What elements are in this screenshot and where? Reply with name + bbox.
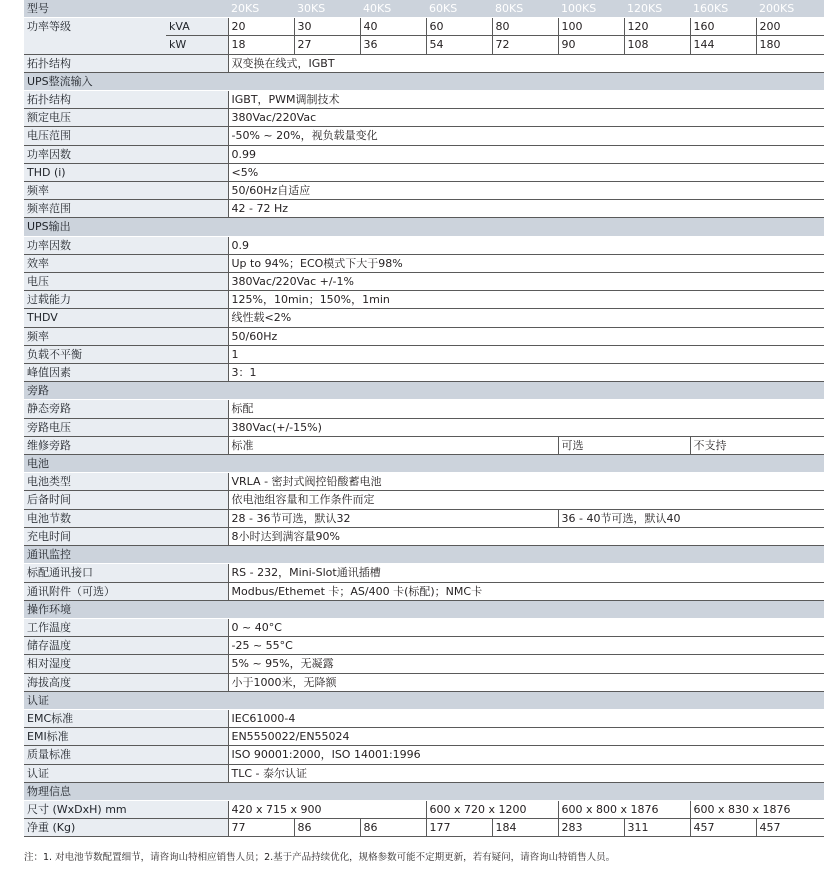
ups-input-row <box>24 109 824 127</box>
spec-value: 可选 <box>558 436 690 454</box>
bypass-row <box>24 400 824 418</box>
size-row <box>24 800 824 818</box>
spec-value: 86 <box>360 819 426 837</box>
spec-value: ISO 90001:2000，ISO 14001:1996 <box>228 746 824 764</box>
spec-label: 电池节数 <box>24 509 228 527</box>
spec-value: 小于1000米，无降额 <box>228 673 824 691</box>
spec-label: 通讯附件（可选） <box>24 582 228 600</box>
spec-label: 电压 <box>24 273 228 291</box>
kva-value: 200 <box>756 18 824 36</box>
model-name: 30KS <box>294 0 360 18</box>
ups-input-row <box>24 91 824 109</box>
model-name: 20KS <box>228 0 294 18</box>
kva-value: 60 <box>426 18 492 36</box>
spec-value: RS - 232，Mini-Slot通讯插槽 <box>228 564 824 582</box>
spec-value: 457 <box>690 819 756 837</box>
certification-row <box>24 728 824 746</box>
ups-output-row <box>24 345 824 363</box>
section-title: 物理信息 <box>24 782 824 800</box>
spec-label: 静态旁路 <box>24 400 228 418</box>
section-title: UPS输出 <box>24 218 824 236</box>
ups-output-row <box>24 254 824 272</box>
ups-input-header <box>24 72 824 90</box>
spec-label: 储存温度 <box>24 637 228 655</box>
spec-value: 线性载<2% <box>228 309 824 327</box>
spec-value: 380Vac/220Vac <box>228 109 824 127</box>
spec-label: EMI标准 <box>24 728 228 746</box>
spec-label: 海拔高度 <box>24 673 228 691</box>
kw-value: 72 <box>492 36 558 54</box>
kva-value: 80 <box>492 18 558 36</box>
spec-value: 依电池组容量和工作条件而定 <box>228 491 824 509</box>
environment-row <box>24 637 824 655</box>
unit-kva: kVA <box>166 18 228 36</box>
model-name: 160KS <box>690 0 756 18</box>
ups-input-row <box>24 127 824 145</box>
section-title: 电池 <box>24 455 824 473</box>
model-name: 200KS <box>756 0 824 18</box>
spec-value: 600 x 800 x 1876 <box>558 800 690 818</box>
spec-value: 177 <box>426 819 492 837</box>
spec-label: 维修旁路 <box>24 436 228 454</box>
comms-row <box>24 564 824 582</box>
spec-label: 后备时间 <box>24 491 228 509</box>
maintenance-bypass-row <box>24 436 824 454</box>
spec-value: 1 <box>228 345 824 363</box>
section-title: 旁路 <box>24 382 824 400</box>
power-rating-label: 功率等级 <box>24 18 166 54</box>
spec-value: 380Vac(+/-15%) <box>228 418 824 436</box>
spec-label: 频率 <box>24 327 228 345</box>
spec-value: 28 - 36节可选，默认32 <box>228 509 558 527</box>
spec-value: -25 ~ 55°C <box>228 637 824 655</box>
spec-value: 标配 <box>228 400 824 418</box>
spec-label: 峰值因素 <box>24 364 228 382</box>
spec-label: 质量标准 <box>24 746 228 764</box>
spec-label: 额定电压 <box>24 109 228 127</box>
spec-value: 125%，10min；150%，1min <box>228 291 824 309</box>
spec-value: Modbus/Ethemet 卡；AS/400 卡(标配)；NMC卡 <box>228 582 824 600</box>
spec-value: VRLA - 密封式阀控铅酸蓄电池 <box>228 473 824 491</box>
spec-label: 充电时间 <box>24 527 228 545</box>
section-title: 通讯监控 <box>24 546 824 564</box>
ups-input-row <box>24 182 824 200</box>
spec-value: 86 <box>294 819 360 837</box>
certification-row <box>24 709 824 727</box>
spec-value: 457 <box>756 819 824 837</box>
spec-value: 不支持 <box>690 436 824 454</box>
spec-label: 负载不平衡 <box>24 345 228 363</box>
spec-label: THD (i) <box>24 163 228 181</box>
spec-value: 600 x 720 x 1200 <box>426 800 558 818</box>
spec-label: 认证 <box>24 764 228 782</box>
certification-header <box>24 691 824 709</box>
comms-header <box>24 546 824 564</box>
environment-row <box>24 655 824 673</box>
kw-value: 54 <box>426 36 492 54</box>
model-name: 80KS <box>492 0 558 18</box>
spec-value: 5% ~ 95%，无凝露 <box>228 655 824 673</box>
battery-row <box>24 491 824 509</box>
spec-value: 42 - 72 Hz <box>228 200 824 218</box>
spec-label: 电压范围 <box>24 127 228 145</box>
kva-value: 160 <box>690 18 756 36</box>
spec-label: 相对湿度 <box>24 655 228 673</box>
ups-input-row <box>24 163 824 181</box>
model-header-row <box>24 0 824 18</box>
battery-charge-row <box>24 527 824 545</box>
spec-value: 50/60Hz <box>228 327 824 345</box>
model-name: 120KS <box>624 0 690 18</box>
power-kva-row <box>24 18 824 36</box>
section-title: 操作环境 <box>24 600 824 618</box>
spec-label: 效率 <box>24 254 228 272</box>
spec-value: 77 <box>228 819 294 837</box>
spec-label: 旁路电压 <box>24 418 228 436</box>
spec-value: 0.9 <box>228 236 824 254</box>
spec-value: 0 ~ 40°C <box>228 618 824 636</box>
certification-row <box>24 746 824 764</box>
kva-value: 30 <box>294 18 360 36</box>
kva-value: 40 <box>360 18 426 36</box>
spec-value: 311 <box>624 819 690 837</box>
kw-value: 90 <box>558 36 624 54</box>
spec-label: 工作温度 <box>24 618 228 636</box>
spec-label: 过载能力 <box>24 291 228 309</box>
environment-row <box>24 618 824 636</box>
model-name: 100KS <box>558 0 624 18</box>
spec-value: 600 x 830 x 1876 <box>690 800 824 818</box>
environment-row <box>24 673 824 691</box>
spec-value: 184 <box>492 819 558 837</box>
spec-value: 双变换在线式，IGBT <box>228 54 824 72</box>
kw-value: 180 <box>756 36 824 54</box>
spec-label: 功率因数 <box>24 236 228 254</box>
spec-value: 380Vac/220Vac +/-1% <box>228 273 824 291</box>
kw-value: 27 <box>294 36 360 54</box>
ups-output-row <box>24 291 824 309</box>
ups-input-row <box>24 200 824 218</box>
bypass-header <box>24 382 824 400</box>
spec-label: 电池类型 <box>24 473 228 491</box>
spec-value: TLC - 泰尔认证 <box>228 764 824 782</box>
spec-table <box>24 0 824 837</box>
spec-value: <5% <box>228 163 824 181</box>
unit-kw: kW <box>166 36 228 54</box>
kw-value: 108 <box>624 36 690 54</box>
spec-value: 36 - 40节可选，默认40 <box>558 509 824 527</box>
spec-value: 3：1 <box>228 364 824 382</box>
battery-cells-row <box>24 509 824 527</box>
section-title: 认证 <box>24 691 824 709</box>
kva-value: 20 <box>228 18 294 36</box>
spec-label: 标配通讯接口 <box>24 564 228 582</box>
footnote: 注：1. 对电池节数配置细节，请咨询山特相应销售人员；2.基于产品持续优化，规格参数可能不定期更新，若有疑问，请咨询山特销售人员。 <box>24 852 616 863</box>
spec-value: IGBT，PWM调制技术 <box>228 91 824 109</box>
spec-label: 尺寸 (WxDxH) mm <box>24 800 228 818</box>
spec-value: Up to 94%；ECO模式下大于98% <box>228 254 824 272</box>
spec-value: -50% ~ 20%，视负载量变化 <box>228 127 824 145</box>
environment-header <box>24 600 824 618</box>
ups-output-row <box>24 364 824 382</box>
physical-header <box>24 782 824 800</box>
spec-value: 0.99 <box>228 145 824 163</box>
spec-label: 功率因数 <box>24 145 228 163</box>
ups-output-row <box>24 236 824 254</box>
spec-value: IEC61000-4 <box>228 709 824 727</box>
topology-row <box>24 54 824 72</box>
ups-output-row <box>24 327 824 345</box>
spec-label: 拓扑结构 <box>24 54 228 72</box>
spec-label: EMC标准 <box>24 709 228 727</box>
comms-row <box>24 582 824 600</box>
bypass-row <box>24 418 824 436</box>
battery-header <box>24 455 824 473</box>
spec-label: 频率 <box>24 182 228 200</box>
kw-value: 18 <box>228 36 294 54</box>
kw-value: 36 <box>360 36 426 54</box>
spec-value: 283 <box>558 819 624 837</box>
kw-value: 144 <box>690 36 756 54</box>
spec-value: 50/60Hz自适应 <box>228 182 824 200</box>
spec-label: THDV <box>24 309 228 327</box>
ups-input-row <box>24 145 824 163</box>
ups-output-header <box>24 218 824 236</box>
spec-label: 净重 (Kg) <box>24 819 228 837</box>
kva-value: 120 <box>624 18 690 36</box>
spec-value: EN5550022/EN55024 <box>228 728 824 746</box>
ups-output-row <box>24 309 824 327</box>
spec-value: 8小时达到满容量90% <box>228 527 824 545</box>
spec-label: 频率范围 <box>24 200 228 218</box>
model-name: 60KS <box>426 0 492 18</box>
model-label: 型号 <box>24 0 228 18</box>
spec-value: 420 x 715 x 900 <box>228 800 426 818</box>
spec-label: 拓扑结构 <box>24 91 228 109</box>
kva-value: 100 <box>558 18 624 36</box>
section-title: UPS整流输入 <box>24 72 824 90</box>
ups-output-row <box>24 273 824 291</box>
certification-row <box>24 764 824 782</box>
spec-value: 标准 <box>228 436 558 454</box>
battery-row <box>24 473 824 491</box>
model-name: 40KS <box>360 0 426 18</box>
weight-row <box>24 819 824 837</box>
